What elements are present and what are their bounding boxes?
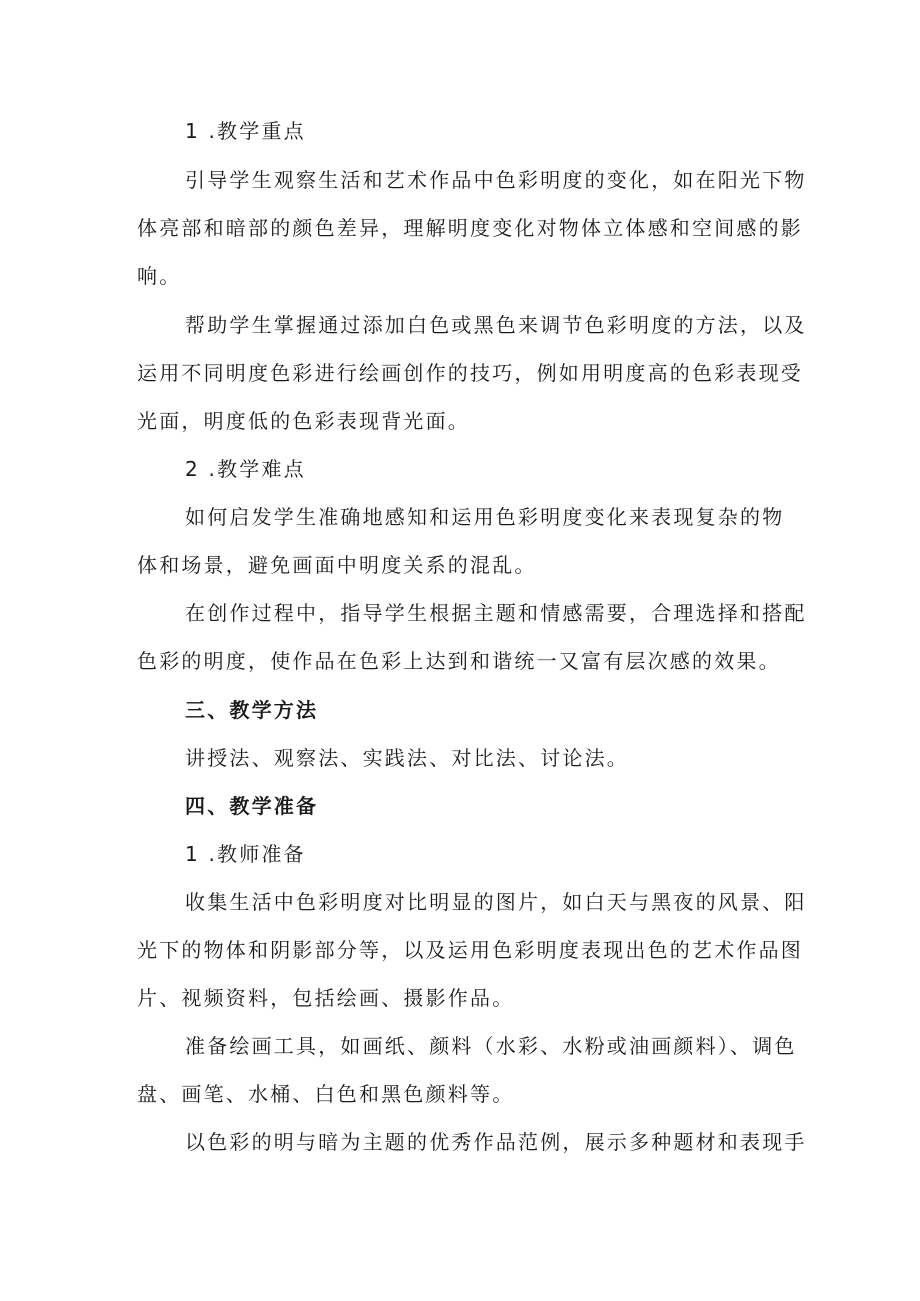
key-points-p2-line2: 运用不同明度色彩进行绘画创作的技巧，例如用明度高的色彩表现受 xyxy=(137,361,803,385)
key-points-p1-line2: 体亮部和暗部的颜色差异，理解明度变化对物体立体感和空间感的影 xyxy=(137,216,803,240)
key-points-p1-line1: 引导学生观察生活和艺术作品中色彩明度的变化，如在阳光下物 xyxy=(185,168,807,192)
preparation-p3-line1: 以色彩的明与暗为主题的优秀作品范例，展示多种题材和表现手 xyxy=(185,1130,807,1154)
key-points-p1-line3: 响。 xyxy=(137,264,182,288)
preparation-p1-line3: 片、视频资料，包括绘画、摄影作品。 xyxy=(137,986,515,1010)
methods-text: 讲授法、观察法、实践法、对比法、讨论法。 xyxy=(185,746,629,770)
preparation-p1-line1: 收集生活中色彩明度对比明显的图片，如白天与黑夜的风景、阳 xyxy=(185,890,807,914)
difficulties-p1-line1: 如何启发学生准确地感知和运用色彩明度变化来表现复杂的物 xyxy=(185,505,785,529)
difficulties-p2-line1: 在创作过程中，指导学生根据主题和情感需要，合理选择和搭配 xyxy=(185,601,807,625)
heading-key-points: 1 .教学重点 xyxy=(185,119,306,143)
key-points-p2-line3: 光面，明度低的色彩表现背光面。 xyxy=(137,409,470,433)
heading-difficulties: 2 .教学难点 xyxy=(185,457,306,481)
preparation-p2-line1: 准备绘画工具，如画纸、颜料（水彩、水粉或油画颜料）、调色 xyxy=(185,1034,797,1058)
preparation-p2-line2: 盘、画笔、水桶、白色和黑色颜料等。 xyxy=(137,1082,515,1106)
preparation-p1-line2: 光下的物体和阴影部分等，以及运用色彩明度表现出色的艺术作品图 xyxy=(137,938,803,962)
key-points-p2-line1: 帮助学生掌握通过添加白色或黑色来调节色彩明度的方法，以及 xyxy=(185,313,807,337)
heading-methods: 三、教学方法 xyxy=(185,698,319,722)
difficulties-p1-line2: 体和场景，避免画面中明度关系的混乱。 xyxy=(137,553,537,577)
heading-preparation: 四、教学准备 xyxy=(185,794,319,818)
difficulties-p2-line2: 色彩的明度，使作品在色彩上达到和谐统一又富有层次感的效果。 xyxy=(137,649,781,673)
heading-teacher-preparation: 1 .教师准备 xyxy=(185,842,306,866)
